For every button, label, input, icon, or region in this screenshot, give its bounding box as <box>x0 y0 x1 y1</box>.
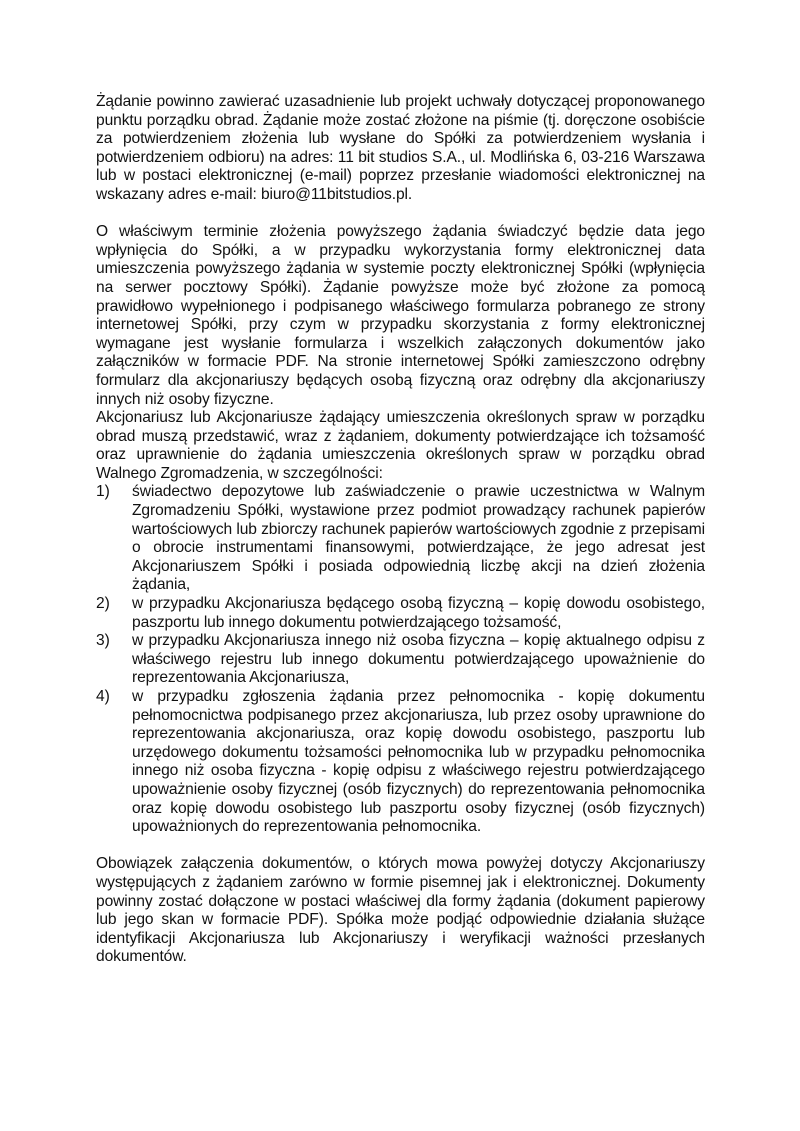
list-item <box>96 688 705 837</box>
list-item <box>96 632 705 688</box>
list-item-number: 3) <box>96 632 110 650</box>
list-item-number: 4) <box>96 688 110 705</box>
paragraph-request-content: Żądanie powinno zawierać uzasadnienie lub projekt uchwały dotyczącej proponowanego punktu porządku obrad. Żądanie może zostać złożone na piśmie (tj. doręczone osobiście za potwierdzeniem złożenia lub wysłane do Spółki za potwierdzeniem wysłania i potwierdzeniem odbioru) na adres: 11 bit studios S.A., ul. Modlińska 6, 03-216 Warszawa lub w postaci elektronicznej (e-mail) poprzez przesłanie wiadomości elektronicznej na wskazany adres e-mail: biuro@11bitstudios.pl. <box>96 93 705 203</box>
paragraph-document-obligation: Obowiązek załączenia dokumentów, o których mowa powyżej dotyczy Akcjonariuszy występujących z żądaniem zarówno w formie pisemnej jak i elektronicznej. Dokumenty powinny zostać dołączone w postaci właściwej dla formy żądania (dokument papierowy lub jego skan w formacie PDF). Spółka może podjąć odpowiednie działania służące identyfikacji Akcjonariusza lub Akcjonariuszy i weryfikacji ważności przesłanych dokumentów. <box>96 855 705 966</box>
list-item-text: w przypadku Akcjonariusza innego niż osoba fizyczna – kopię aktualnego odpisu z właściwego rejestru lub innego dokumentu potwierdzającego upoważnienie do reprezentowania Akcjonariusza, <box>132 632 705 687</box>
list-item-text: w przypadku Akcjonariusza będącego osobą fizyczną – kopię dowodu osobistego, paszportu lub innego dokumentu potwierdzającego tożsamość, <box>132 595 705 631</box>
list-item <box>96 595 705 632</box>
list-item-text: świadectwo depozytowe lub zaświadczenie o prawie uczestnictwa w Walnym Zgromadzeniu Spółki, wystawione przez podmiot prowadzący rachunek papierów wartościowych lub zbiorczy rachunek papierów wartościowych zgodnie z przepisami o obrocie instrumentami finansowymi, potwierdzające, że jego adresat jest Akcjonariuszem Spółki i posiada odpowiednią liczbę akcji na dzień złożenia żądania, <box>132 483 705 594</box>
paragraph-required-documents-intro: Akcjonariusz lub Akcjonariusze żądający umieszczenia określonych spraw w porządku obrad muszą przedstawić, wraz z żądaniem, dokumenty potwierdzające ich tożsamość oraz uprawnienie do żądania umieszczenia określonych spraw w porządku obrad Walnego Zgromadzenia, w szczególności: <box>96 409 705 482</box>
list-item <box>96 483 705 595</box>
required-documents-list <box>96 483 705 836</box>
list-item-text: w przypadku zgłoszenia żądania przez pełnomocnika - kopię dokumentu pełnomocnictwa podpisanego przez akcjonariusza, lub przez osoby uprawnione do reprezentowania akcjonariusza, oraz kopię dowodu osobistego, paszportu lub urzędowego dokumentu tożsamości pełnomocnika lub w przypadku pełnomocnika innego niż osoba fizyczna - kopię odpisu z właściwego rejestru potwierdzającego upoważnienie osoby fizycznej (osób fizycznych) do reprezentowania pełnomocnika oraz kopię dowodu osobistego lub paszportu osoby fizycznej (osób fizycznych) upoważnionych do reprezentowania pełnomocnika. <box>132 688 705 836</box>
list-item-number: 1) <box>96 483 110 501</box>
document-page <box>96 93 705 967</box>
paragraph-gap <box>96 837 705 856</box>
list-item-number: 2) <box>96 595 110 613</box>
paragraph-submission-deadline: O właściwym terminie złożenia powyższego żądania świadczyć będzie data jego wpłynięcia do Spółki, a w przypadku wykorzystania formy elektronicznej data umieszczenia powyższego żądania w systemie poczty elektronicznej Spółki (wpłynięcia na serwer pocztowy Spółki). Żądanie powyższe może być złożone za pomocą prawidłowo wypełnionego i podpisanego właściwego formularza pobranego ze strony internetowej Spółki, przy czym w przypadku skorzystania z formy elektronicznej wymagane jest wysłanie formularza i wszelkich załączonych dokumentów jako załączników w formacie PDF. Na stronie internetowej Spółki zamieszczono odrębny formularz dla akcjonariuszy będących osobą fizyczną oraz odrębny dla akcjonariuszy innych niż osoby fizyczne. <box>96 223 705 408</box>
paragraph-gap <box>96 205 705 224</box>
